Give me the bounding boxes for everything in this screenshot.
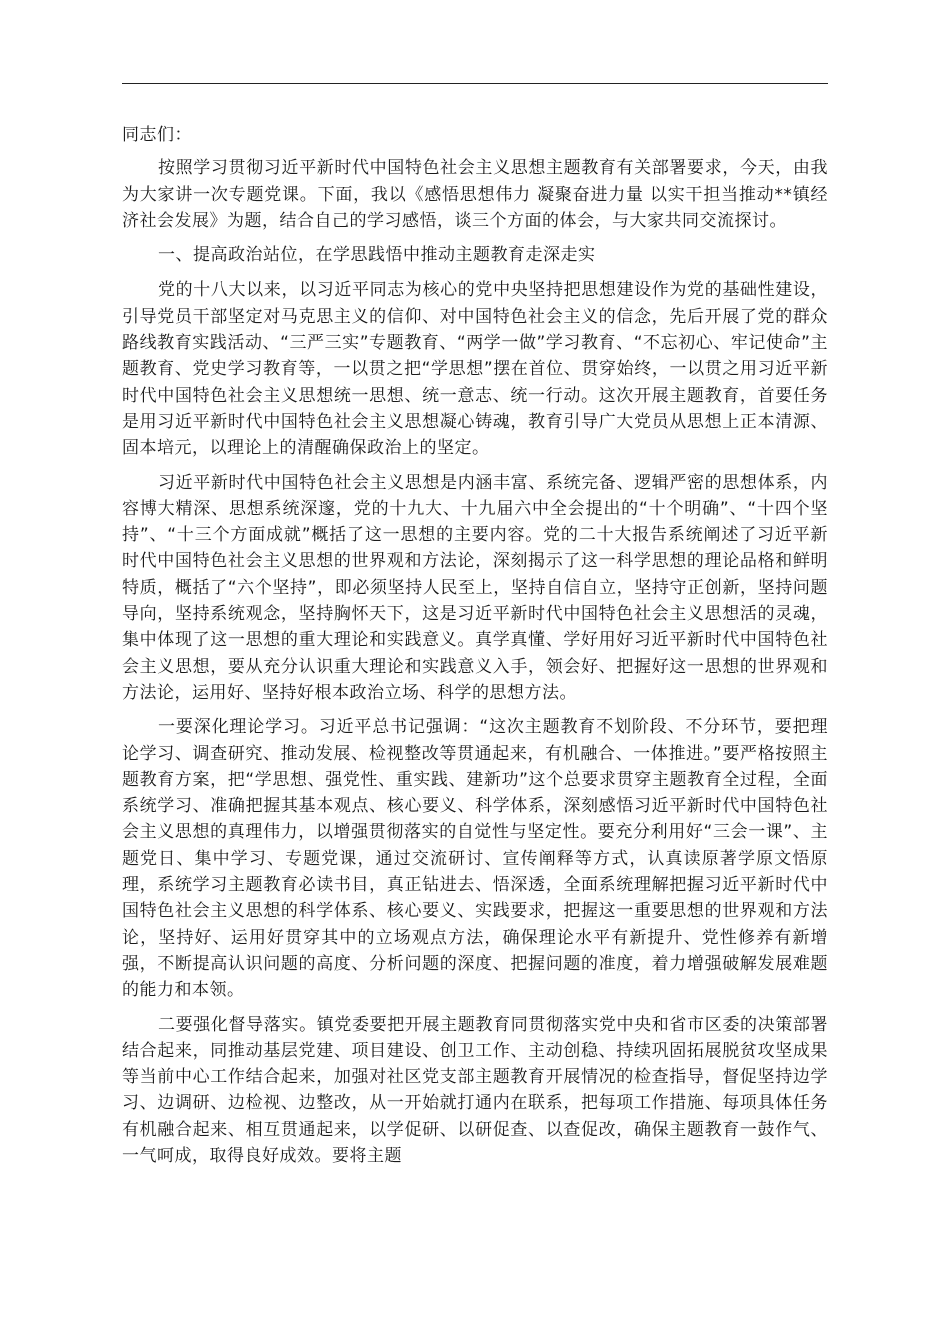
- body-paragraph: 习近平新时代中国特色社会主义思想是内涵丰富、系统完备、逻辑严密的思想体系，内容博大精深、思想系统深邃，党的十九大、十九届六中全会提出的“十个明确”、“十四个坚持”、“十三个方面成就”概括了这一思想的主要内容。党的二十大报告系统阐述了习近平新时代中国特色社会主义思想的世界观和方法论，深刻揭示了这一科学思想的理论品格和鲜明特质，概括了“六个坚持”，即必须坚持人民至上，坚持自信自立，坚持守正创新，坚持问题导向，坚持系统观念，坚持胸怀天下，这是习近平新时代中国特色社会主义思想活的灵魂，集中体现了这一思想的重大理论和实践意义。真学真懂、学好用好习近平新时代中国特色社会主义思想，要从充分认识重大理论和实践意义入手，领会好、把握好这一思想的世界观和方法论，运用好、坚持好根本政治立场、科学的思想方法。: [122, 472, 828, 703]
- body-paragraph: 二要强化督导落实。镇党委要把开展主题教育同贯彻落实党中央和省市区委的决策部署结合起来，同推动基层党建、项目建设、创卫工作、主动创稳、持续巩固拓展脱贫攻坚成果等当前中心工作结合起来，加强对社区党支部主题教育开展情况的检查指导，督促坚持边学习、边调研、边检视、边整改，从一开始就打通内在联系，把每项工作措施、每项具体任务有机融合起来、相互贯通起来，以学促研、以研促查、以查促改，确保主题教育一鼓作气、一气呵成，取得良好成效。要将主题: [122, 1014, 828, 1166]
- intro-paragraph: 按照学习贯彻习近平新时代中国特色社会主义思想主题教育有关部署要求，今天，由我为大家讲一次专题党课。下面，我以《感悟思想伟力 凝聚奋进力量 以实干担当推动**镇经济社会发展》为题，结合自己的学习感悟，谈三个方面的体会，与大家共同交流探讨。: [122, 158, 828, 231]
- section-heading: 一、提高政治站位，在学思践悟中推动主题教育走深走实: [158, 245, 596, 266]
- salutation: 同志们：: [122, 125, 192, 145]
- header-rule: [122, 83, 828, 84]
- body-paragraph: 一要深化理论学习。习近平总书记强调：“这次主题教育不划阶段、不分环节，要把理论学习、调查研究、推动发展、检视整改等贯通起来，有机融合、一体推进。”要严格按照主题教育方案，把“学思想、强党性、重实践、建新功”这个总要求贯穿主题教育全过程，全面系统学习、准确把握其基本观点、核心要义、科学体系，深刻感悟习近平新时代中国特色社会主义思想的真理伟力，以增强贯彻落实的自觉性与坚定性。要充分利用好“三会一课”、主题党日、集中学习、专题党课，通过交流研讨、宣传阐释等方式，认真读原著学原文悟原理，系统学习主题教育必读书目，真正钻进去、悟深透，全面系统理解把握习近平新时代中国特色社会主义思想的科学体系、核心要义、实践要求，把握这一重要思想的世界观和方法论，坚持好、运用好贯穿其中的立场观点方法，确保理论水平有新提升、党性修养有新增强，不断提高认识问题的高度、分析问题的深度、把握问题的准度，着力增强破解发展难题的能力和本领。: [122, 717, 828, 1001]
- body-paragraph: 党的十八大以来，以习近平同志为核心的党中央坚持把思想建设作为党的基础性建设，引导党员干部坚定对马克思主义的信仰、对中国特色社会主义的信念，先后开展了党的群众路线教育实践活动、“三严三实”专题教育、“两学一做”学习教育、“不忘初心、牢记使命”主题教育、党史学习教育等，一以贯之把“学思想”摆在首位、贯穿始终，一以贯之用习近平新时代中国特色社会主义思想统一思想、统一意志、统一行动。这次开展主题教育，首要任务是用习近平新时代中国特色社会主义思想凝心铸魂，教育引导广大党员从思想上正本清源、固本培元，以理论上的清醒确保政治上的坚定。: [122, 280, 828, 459]
- document-body: [122, 122, 828, 1177]
